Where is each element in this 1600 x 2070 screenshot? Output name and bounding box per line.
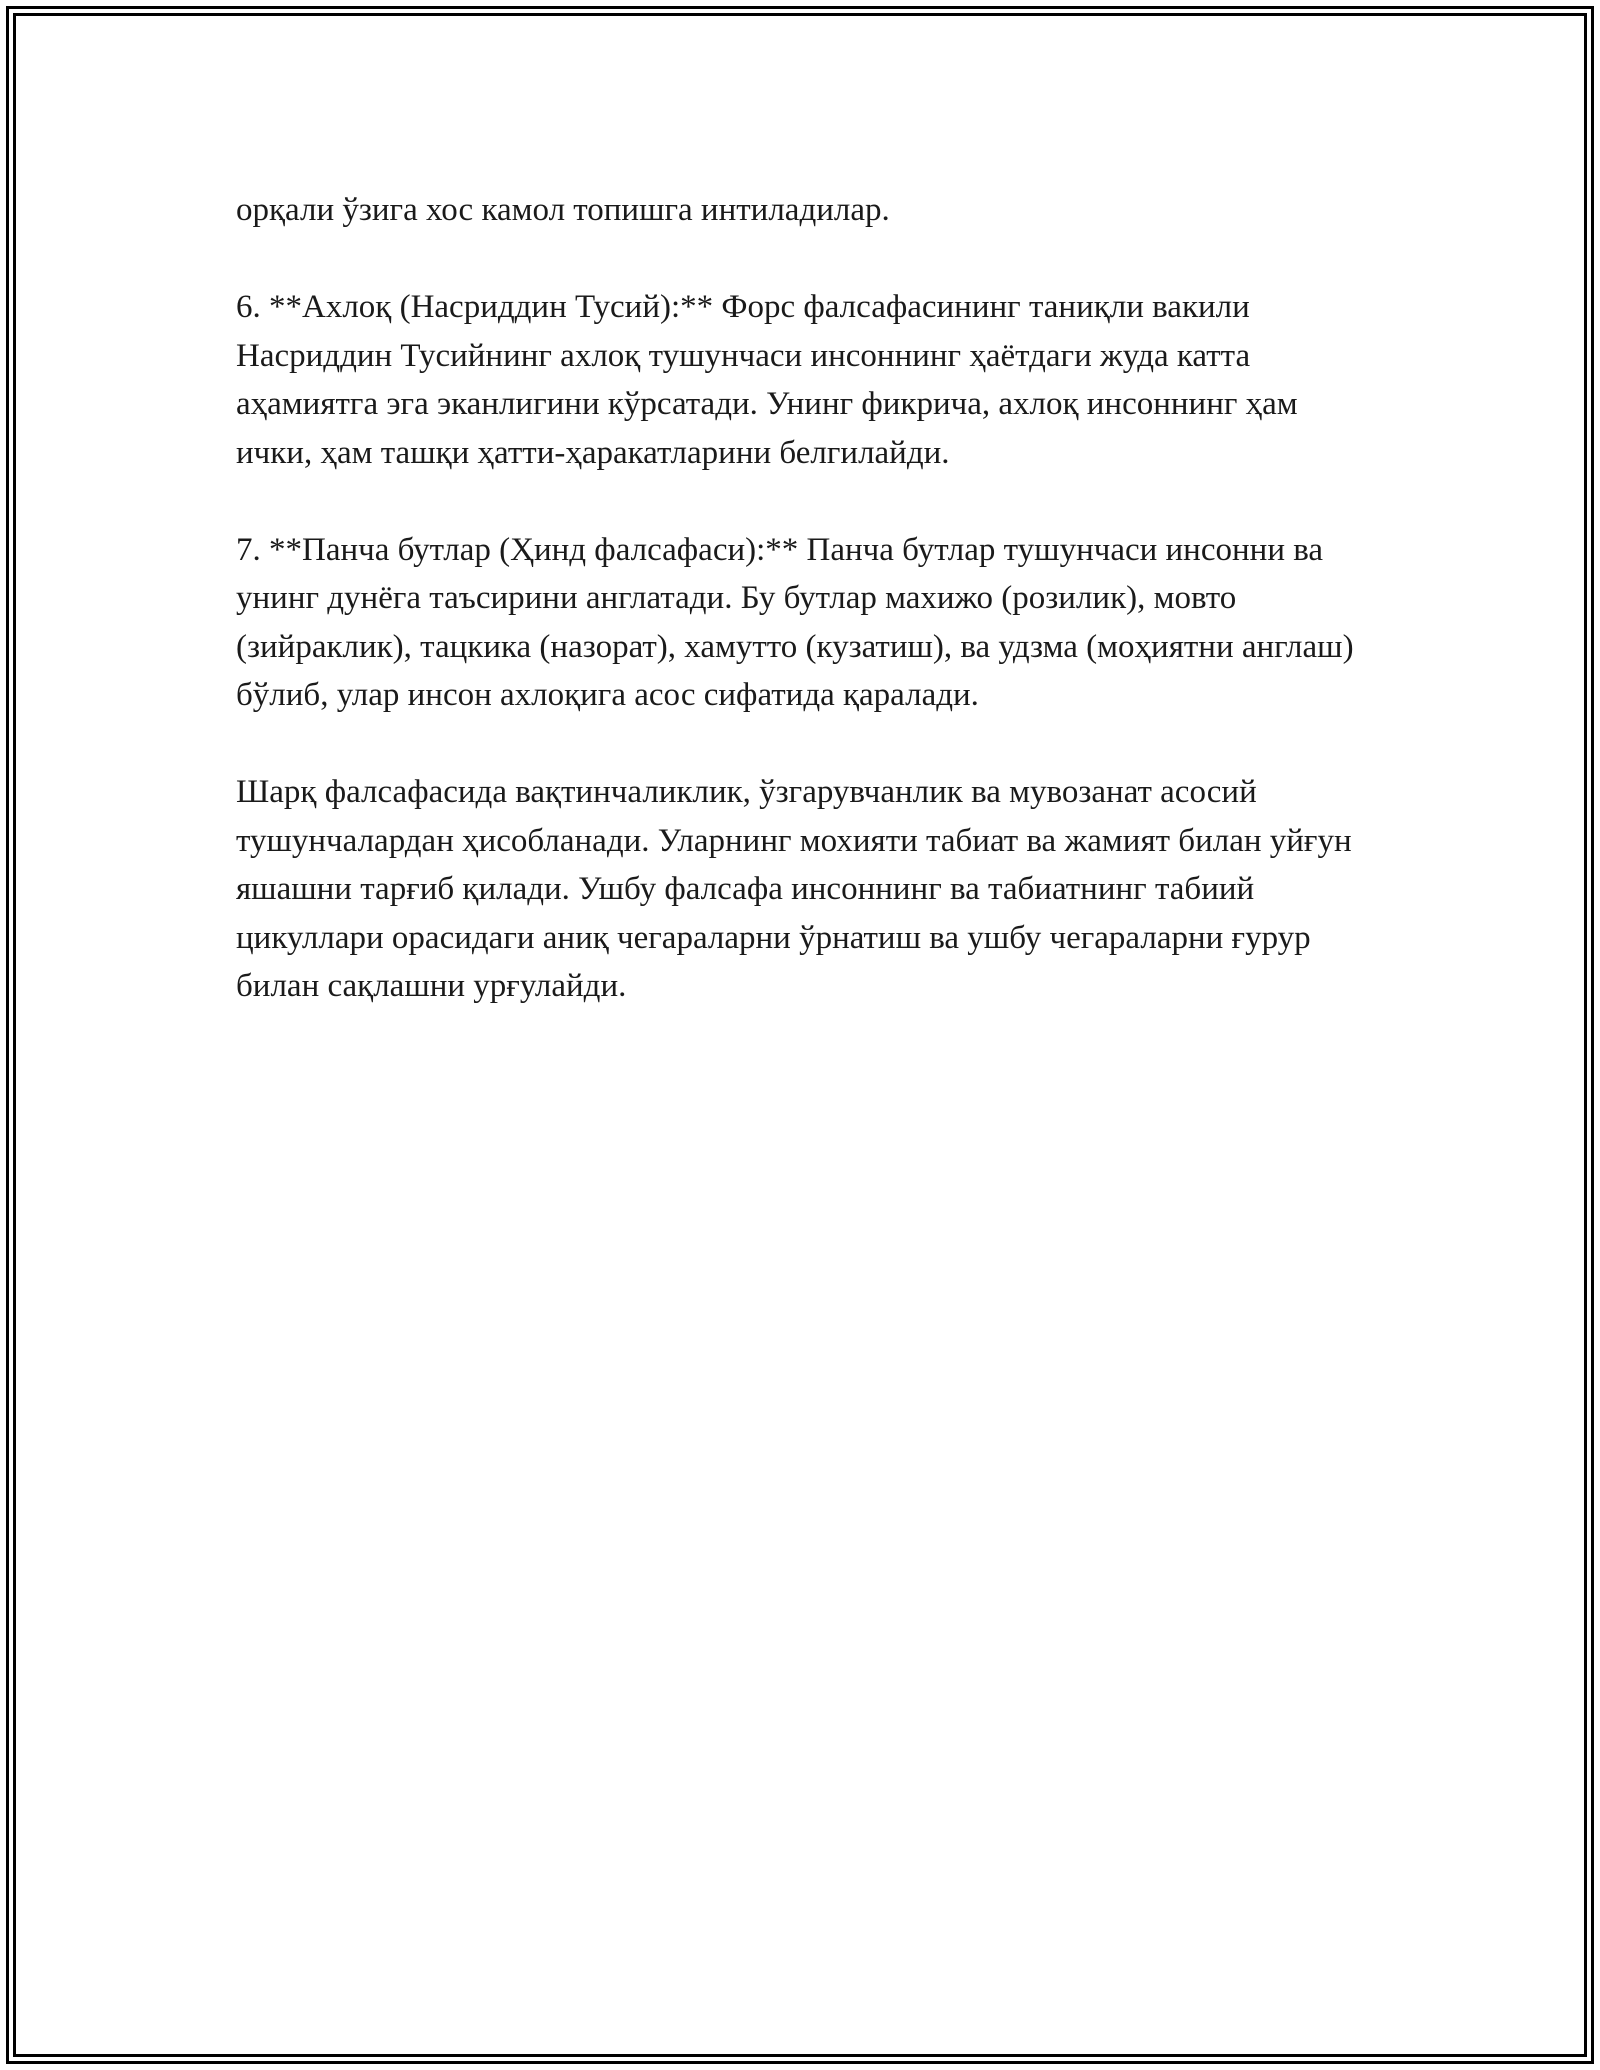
paragraph-continuation: орқали ўзига хос камол топишга интиладилар. — [236, 192, 890, 228]
paragraph-item-6-akhloq: 6. **Ахлоқ (Насриддин Тусий):** Форс фалсафасининг таниқли вакили Насриддин Тусийнинг ахлоқ тушунчаси инсоннинг ҳаётдаги жуда катта аҳамиятга эга эканлигини кўрсатади. Унинг фикрича, ахлоқ инсоннинг ҳам ички, ҳам ташқи ҳатти-ҳаракатларини белгилайди. — [236, 289, 1298, 471]
paragraph-conclusion: Шарқ фалсафасида вақтинчаликлик, ўзгарувчанлик ва мувозанат асосий тушунчалардан ҳисобланади. Уларнинг мохияти табиат ва жамият билан уйғун яшашни тарғиб қилади. Ушбу фалсафа инсоннинг ва табиатнинг табиий цикуллари орасидаги аниқ чегараларни ўрнатиш ва ушбу чегараларни ғурур билан сақлашни урғулайди. — [236, 774, 1352, 1004]
paragraph-item-7-pancha-butlar: 7. **Панча бутлар (Ҳинд фалсафаси):** Панча бутлар тушунчаси инсонни ва унинг дунёга таъсирини англатади. Бу бутлар махижо (розилик), мовто (зийраклик), тацкика (назорат), хамутто (кузатиш), ва удзма (моҳиятни англаш) бўлиб, улар инсон ахлоқига асос сифатида қаралади. — [236, 531, 1354, 713]
document-body — [236, 186, 1376, 1011]
